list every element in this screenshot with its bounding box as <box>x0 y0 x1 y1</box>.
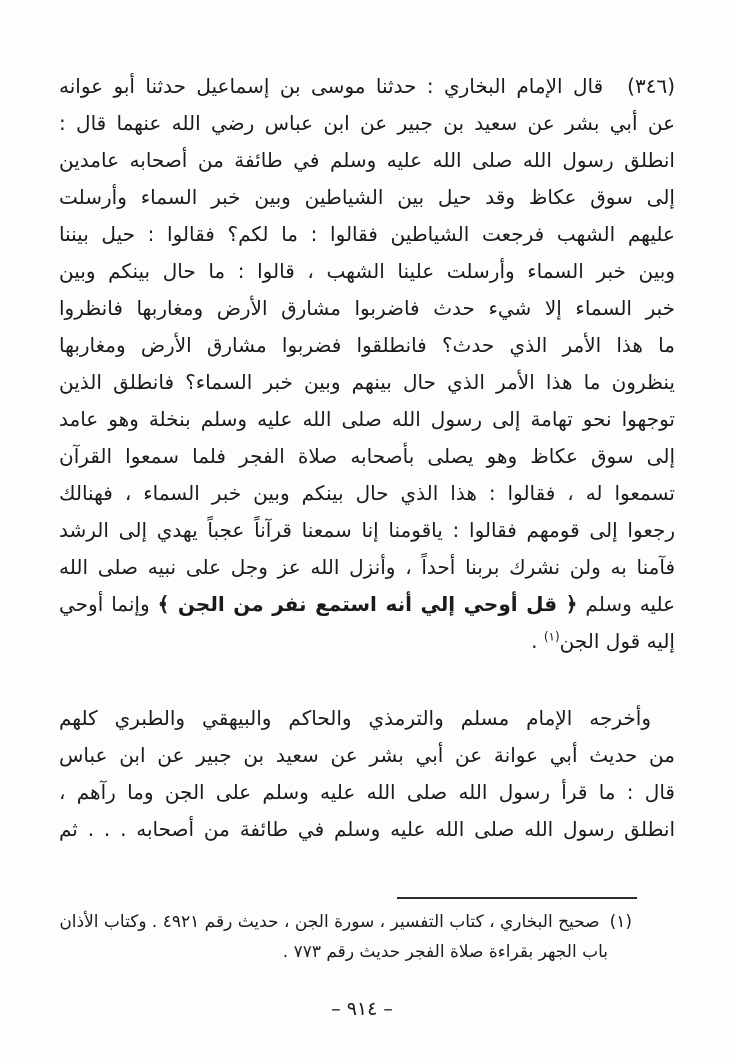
footnote-block <box>59 907 632 967</box>
text-line: إليه قول الجن <box>559 629 675 653</box>
text-line: إلى سوق عكاظ وهو يصلى بأصحابه صلاة الفجر فلما سمعوا القرآن <box>59 444 675 468</box>
text-before-verse: عليه وسلم <box>577 592 676 616</box>
quran-verse-line <box>59 586 675 623</box>
text-line: توجهوا نحو تهامة إلى رسول الله صلى الله عليه وسلم بنخلة وهو عامد <box>59 407 675 431</box>
text-line: عليهم الشهب فرجعت الشياطين فقالوا : ما لكم؟ فقالوا : حيل بيننا <box>59 222 675 246</box>
text-after-verse: وإنما أوحي <box>59 592 158 616</box>
text-line: وأخرجه الإمام مسلم والترمذي والحاكم والبيهقي والطبري كلهم <box>59 706 651 730</box>
text-line: انطلق رسول الله صلى الله عليه وسلم في طائفة من أصحابه عامدين <box>59 148 675 172</box>
text-line: تسمعوا له ، فقالوا : هذا الذي حال بينكم وبين خبر السماء ، فهنالك <box>59 481 675 505</box>
text-line: رجعوا إلى قومهم فقالوا : ياقومنا إنا سمعنا قرآناً عجباً يهدي إلى الرشد <box>59 518 675 542</box>
text-line: قال : ما قرأ رسول الله صلى الله عليه وسلم على الجن وما رآهم ، <box>59 780 675 804</box>
text-line: من حديث أبي عوانة عن أبي بشر عن سعيد بن جبير عن ابن عباس <box>59 743 675 767</box>
takhrij-paragraph <box>59 700 675 848</box>
hadith-first-line <box>59 68 675 105</box>
text-line: وبين خبر السماء وأرسلت علينا الشهب ، قالوا : ما حال بينكم وبين <box>59 259 675 283</box>
footnote-line: باب الجهر بقراءة صلاة الفجر حديث رقم ٧٧٣ . <box>282 942 608 962</box>
hadith-number: (٣٤٦) <box>627 74 675 98</box>
text-line: ينظرون ما هذا الأمر الذي حال بينهم وبين خبر السماء؟ فانطلق الذين <box>59 370 675 394</box>
line-tail: . <box>531 629 544 653</box>
paragraph-last-line <box>59 623 675 660</box>
text-line: إلى سوق عكاظ وقد حيل بين الشياطين وبين خبر السماء وأرسلت <box>59 185 675 209</box>
footnote-separator-rule <box>397 897 637 899</box>
text-line: عن أبي بشر عن سعيد بن جبير عن ابن عباس رضي الله عنهما قال : <box>59 111 675 135</box>
text-line: انطلق رسول الله صلى الله عليه وسلم في طائفة من أصحابه . . . ثم <box>59 817 675 841</box>
footnote-line <box>59 907 632 937</box>
hadith-paragraph <box>59 68 675 660</box>
footnote-reference-marker: (١) <box>543 629 560 644</box>
text-line: قال الإمام البخاري : حدثنا موسى بن إسماعيل حدثنا أبو عوانه <box>59 74 604 98</box>
footnote-text: صحيح البخاري ، كتاب التفسير ، سورة الجن ، حديث رقم ٤٩٢١ . وكتاب الأذان <box>59 912 600 932</box>
page-number: – ٩١٤ – <box>331 998 393 1020</box>
text-line: ما هذا الأمر الذي حدث؟ فانطلقوا فضربوا مشارق الأرض ومغاربها <box>59 333 675 357</box>
text-line: خبر السماء إلا شيء حدث فاضربوا مشارق الأرض ومغاربها فانظروا <box>59 296 675 320</box>
text-line: فآمنا به ولن نشرك بربنا أحداً ، وأنزل الله عز وجل على نبيه صلى الله <box>59 555 675 579</box>
footnote-number: (١) <box>609 912 632 932</box>
quran-verse: ﴿ قل أوحي إلي أنه استمع نفر من الجن ﴾ <box>157 592 578 616</box>
